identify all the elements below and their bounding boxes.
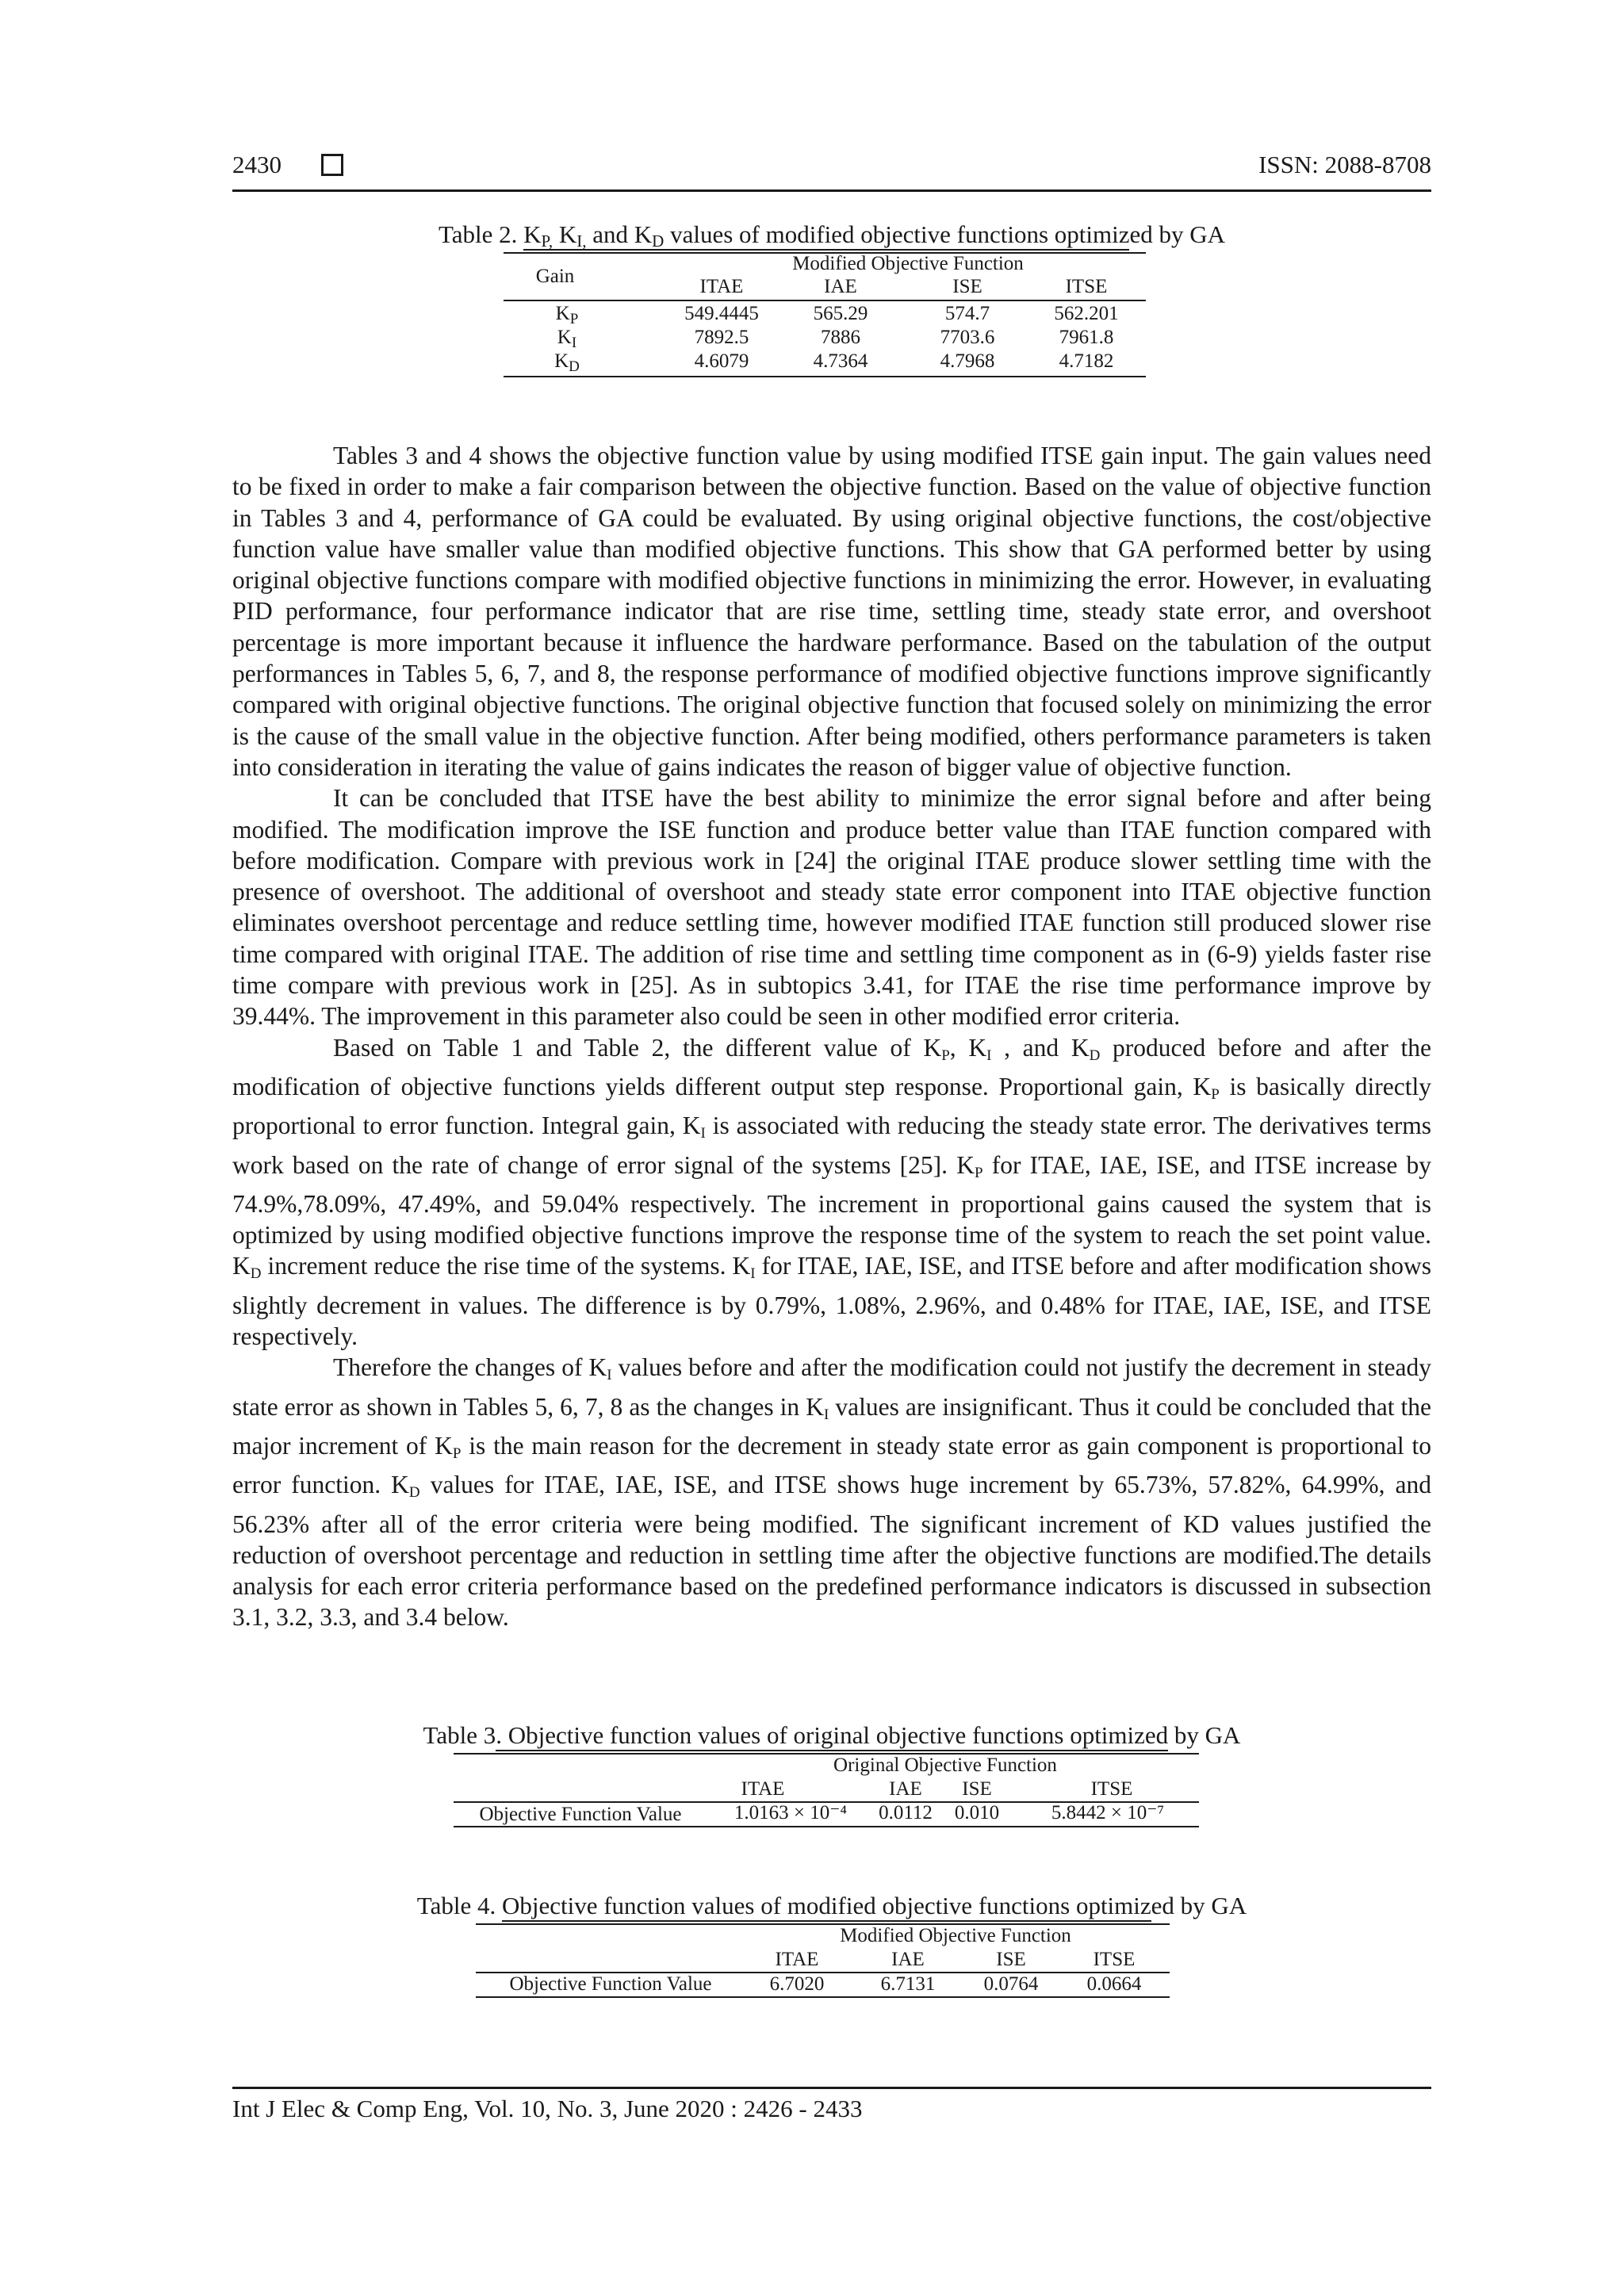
table-cell: 0.0112 — [879, 1802, 933, 1823]
table-cell: 7886 — [821, 327, 860, 348]
square-bullet-icon — [321, 154, 343, 176]
table-cell: 4.7182 — [1059, 350, 1114, 372]
group-header: Modified Objective Function — [792, 253, 1024, 274]
page-number: 2430 — [232, 151, 282, 178]
table-cell: 1.0163 × 10⁻⁴ — [733, 1802, 848, 1823]
table-cell: 6.7131 — [880, 1973, 936, 1995]
table-rule-bottom — [504, 376, 1146, 377]
column-header: IAE — [891, 1949, 925, 1970]
table3-caption: Table 3. Objective function values of original objective functions optimized by GA — [232, 1720, 1431, 1751]
table-cell: 562.201 — [1054, 303, 1119, 324]
table-cell: 0.0764 — [983, 1973, 1039, 1995]
group-header: Modified Objective Function — [840, 1925, 1071, 1946]
table-cell: 0.0664 — [1086, 1973, 1142, 1995]
column-header: ITSE — [1093, 1949, 1136, 1970]
footer-citation: Int J Elec & Comp Eng, Vol. 10, No. 3, June 2020 : 2426 - 2433 — [232, 2095, 863, 2122]
column-header: ISE — [962, 1778, 992, 1800]
paragraph: It can be concluded that ITSE have the best ability to minimize the error signal before and after being modified. The modification improve the ISE function and produce better value than ITAE function compared with before modification. Compare with previous work in [24] the original ITAE produce slower settling time with the presence of overshoot. The additional of overshoot and steady state error component into ITAE objective function eliminates overshoot percentage and reduce settling time, however modified ITAE function still produced slower rise time compared with original ITAE. The addition of rise time and settling time component as in (6-9) yields faster rise time compare with previous work in [25]. As in subtopics 3.41, for ITAE the rise time performance improve by 39.44%. The improvement in this parameter also could be seen in other modified error criteria. — [232, 784, 1431, 1031]
row-label-ki: $K_I$ — [557, 327, 577, 351]
header-rule — [232, 189, 1431, 192]
row-label-kp: $K_P$ — [555, 303, 579, 327]
table-cell: 7961.8 — [1059, 327, 1114, 348]
table-cell: 0.010 — [954, 1802, 1000, 1823]
table-cell: 549.4445 — [684, 303, 759, 324]
table-rule-bottom — [476, 1996, 1170, 1998]
body-text — [232, 440, 1431, 1633]
column-header: IAE — [824, 276, 857, 297]
column-header: ITAE — [741, 1778, 785, 1800]
row-header: Gain — [535, 266, 575, 287]
column-header: ITAE — [775, 1949, 819, 1970]
table-cell: 5.8442 × 10⁻⁷ — [1051, 1802, 1165, 1823]
table2-caption: Table 2. $K_{P,}$ $K_{I,}$ and $K_D$ values of modified objective functions optimized by GA — [438, 220, 1226, 251]
table-rule-mid — [504, 300, 1146, 301]
column-header: ISE — [952, 276, 982, 297]
row-label: Objective Function Value — [509, 1973, 712, 1995]
column-header: ITSE — [1065, 276, 1108, 297]
column-header: ISE — [996, 1949, 1026, 1970]
paragraph: Therefore the changes of KI values before and after the modification could not justify the decrement in steady state error as shown in Tables 5, 6, 7, 8 as the changes in KI values are insignificant. Thus it could be concluded that the major increment of KP is the main reason for the decrement in steady state error as gain component is proportional to error function. KD values for ITAE, IAE, ISE, and ITSE shows huge increment by 65.73%, 57.82%, 64.99%, and 56.23% after all of the error criteria were being modified. The significant increment of KD values justified the reduction of overshoot percentage and reduction in settling time after the objective functions are modified.The details analysis for each error criteria performance based on the predefined performance indicators is discussed in subsection 3.1, 3.2, 3.3, and 3.4 below. — [232, 1353, 1432, 1632]
paragraph: Tables 3 and 4 shows the objective function value by using modified ITSE gain input. The gain values need to be fixed in order to make a fair comparison between the objective function. Based on the value of objective function in Tables 3 and 4, performance of GA could be evaluated. By using original objective functions, the cost/objective function value have smaller value than modified objective functions. This show that GA performed better by using original objective functions compare with modified objective functions in minimizing the error. However, in evaluating PID performance, four performance indicator that are rise time, settling time, steady state error, and overshoot percentage is more important because it influence the hardware performance. Based on the tabulation of the output performances in Tables 5, 6, 7, and 8, the response performance of modified objective functions improve significantly compared with original objective functions. The original objective function that focused solely on minimizing the error is the cause of the small value in the objective function. After being modified, others performance parameters is taken into consideration in iterating the value of gains indicates the reason of bigger value of objective function. — [232, 442, 1431, 781]
table4 — [476, 1923, 1170, 1999]
table-cell: 4.7364 — [813, 350, 868, 372]
column-header: ITSE — [1090, 1778, 1133, 1800]
issn: ISSN: 2088-8708 — [1258, 151, 1431, 178]
table3 — [454, 1753, 1199, 1829]
table-cell: 6.7020 — [769, 1973, 825, 1995]
table-cell: 7703.6 — [940, 327, 995, 348]
table-cell: 574.7 — [944, 303, 990, 324]
row-label-kd: $K_D$ — [554, 350, 580, 375]
table2 — [504, 252, 1146, 379]
row-label: Objective Function Value — [479, 1804, 682, 1825]
footer-rule — [232, 2087, 1431, 2089]
column-header: ITAE — [699, 276, 744, 297]
table-cell: 4.6079 — [694, 350, 749, 372]
table-cell: 565.29 — [813, 303, 868, 324]
table4-caption: Table 4. Objective function values of modified objective functions optimized by GA — [232, 1891, 1431, 1921]
group-header: Original Objective Function — [833, 1755, 1057, 1776]
table-rule-bottom — [454, 1826, 1199, 1827]
column-header: IAE — [889, 1778, 922, 1800]
table-cell: 4.7968 — [940, 350, 995, 372]
table-cell: 7892.5 — [694, 327, 749, 348]
paragraph: Based on Table 1 and Table 2, the different value of KP, KI , and KD produced before and after the modification of objective functions yields different output step response. Proportional gain, KP is basically directly proportional to error function. Integral gain, KI is associated with reducing the steady state error. The derivatives terms work based on the rate of change of error signal of the systems [25]. KP for ITAE, IAE, ISE, and ITSE increase by 74.9%,78.09%, 47.49%, and 59.04% respectively. The increment in proportional gains caused the system that is optimized by using modified objective functions improve the response time of the system to reach the set point value. KD increment reduce the rise time of the systems. KI for ITAE, IAE, ISE, and ITSE before and after modification shows slightly decrement in values. The difference is by 0.79%, 1.08%, 2.96%, and 0.48% for ITAE, IAE, ISE, and ITSE respectively. — [232, 1033, 1432, 1351]
page-header — [232, 149, 1431, 184]
